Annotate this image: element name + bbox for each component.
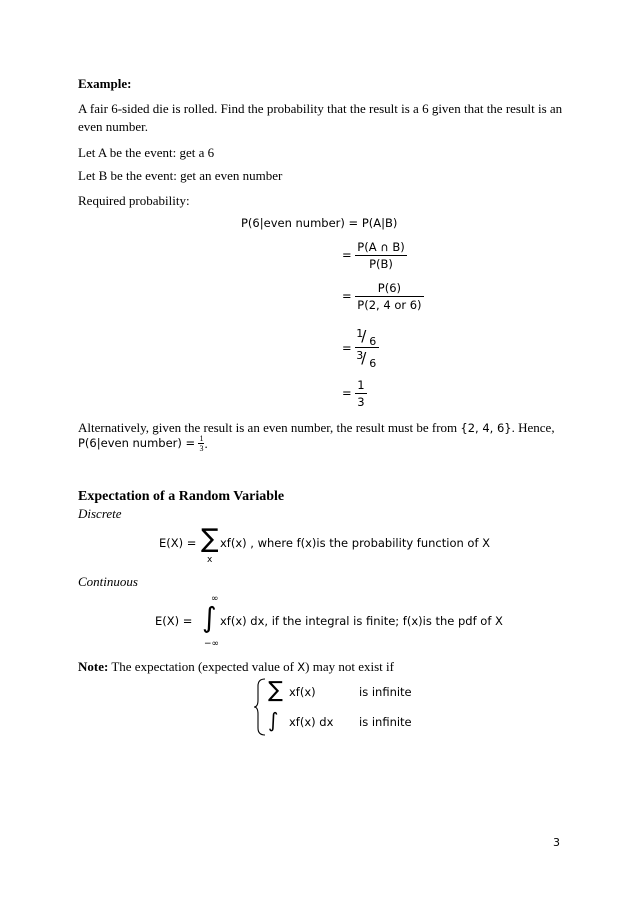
bottom-numerator: 3 <box>356 349 364 362</box>
compound-fraction <box>355 327 389 369</box>
integral-icon: ∫ <box>268 708 279 732</box>
top-numerator: 1 <box>356 327 364 340</box>
equals-sign: = <box>342 248 352 262</box>
slash: / <box>361 349 367 367</box>
summation-icon: ∑ <box>268 678 283 703</box>
denominator: 3 <box>357 395 365 409</box>
problem-line-1: A fair 6-sided die is rolled. Find the probability that the result is a 6 given that the result is an <box>78 101 563 116</box>
period: . <box>204 436 208 451</box>
note-line <box>78 659 394 675</box>
fraction <box>355 378 366 409</box>
numerator: 1 <box>199 434 204 443</box>
derivation-step-5 <box>342 378 367 409</box>
numerator: P(6) <box>355 281 423 297</box>
continuous-lhs: E(X) = <box>155 614 193 628</box>
case-1-expression: xf(x) <box>289 685 316 699</box>
derivation-step-1: P(6|even number) = P(A|B) <box>241 216 398 230</box>
alternative-math: P(6|even number) = <box>78 436 196 450</box>
example-heading: Example: <box>78 76 132 91</box>
fraction <box>355 240 406 271</box>
denominator: P(2, 4 or 6) <box>357 298 422 312</box>
numerator: 1 <box>357 378 365 392</box>
summation-icon: ∑ <box>201 524 219 554</box>
derivation-step-3 <box>342 281 424 312</box>
equals-sign: = <box>342 386 352 400</box>
integral-upper-limit: ∞ <box>211 594 219 604</box>
integral-icon: ∫ <box>202 601 217 634</box>
slash: / <box>361 327 367 345</box>
case-1-condition: is infinite <box>359 685 412 699</box>
summation-subscript: x <box>207 555 213 565</box>
top-denominator: 6 <box>369 335 377 348</box>
denominator: P(B) <box>369 257 393 271</box>
fraction <box>355 281 423 312</box>
equals-sign: = <box>342 341 352 355</box>
integral-lower-limit: −∞ <box>204 639 220 649</box>
case-2-expression: xf(x) dx <box>289 715 334 729</box>
numerator: P(A ∩ B) <box>357 240 405 254</box>
continuous-rhs: xf(x) dx, if the integral is finite; f(x)is the pdf of X <box>220 614 503 628</box>
equals-sign: = <box>342 289 352 303</box>
left-brace-icon <box>253 678 267 736</box>
bottom-denominator: 6 <box>369 357 377 370</box>
even-set: {2, 4, 6} <box>460 421 512 435</box>
note-text: The expectation (expected value of <box>111 659 294 674</box>
page-number: 3 <box>553 836 560 849</box>
section-heading: Expectation of a Random Variable <box>78 489 285 504</box>
event-b-definition: Let B be the event: get an even number <box>78 168 283 183</box>
problem-line-2: even number. <box>78 119 149 134</box>
alternative-text: Alternatively, given the result is an even number, the result must be from <box>78 420 458 435</box>
derivation-step-2 <box>342 240 407 271</box>
fraction-bar <box>355 347 379 348</box>
denominator: 3 <box>199 444 204 453</box>
derivation-step-4 <box>342 327 389 369</box>
alternative-line-2 <box>78 434 208 453</box>
note-variable: X <box>297 660 306 674</box>
continuous-label: Continuous <box>78 574 138 589</box>
discrete-lhs: E(X) = <box>159 536 197 550</box>
required-probability-label: Required probability: <box>78 193 190 208</box>
note-label: Note: <box>78 659 109 674</box>
event-a-definition: Let A be the event: get a 6 <box>78 145 215 160</box>
discrete-rhs: xf(x) , where f(x)is the probability function of X <box>220 536 491 550</box>
note-end: ) may not exist if <box>305 659 394 674</box>
alternative-hence: . Hence, <box>511 420 555 435</box>
case-2-condition: is infinite <box>359 715 412 729</box>
discrete-label: Discrete <box>78 506 122 521</box>
